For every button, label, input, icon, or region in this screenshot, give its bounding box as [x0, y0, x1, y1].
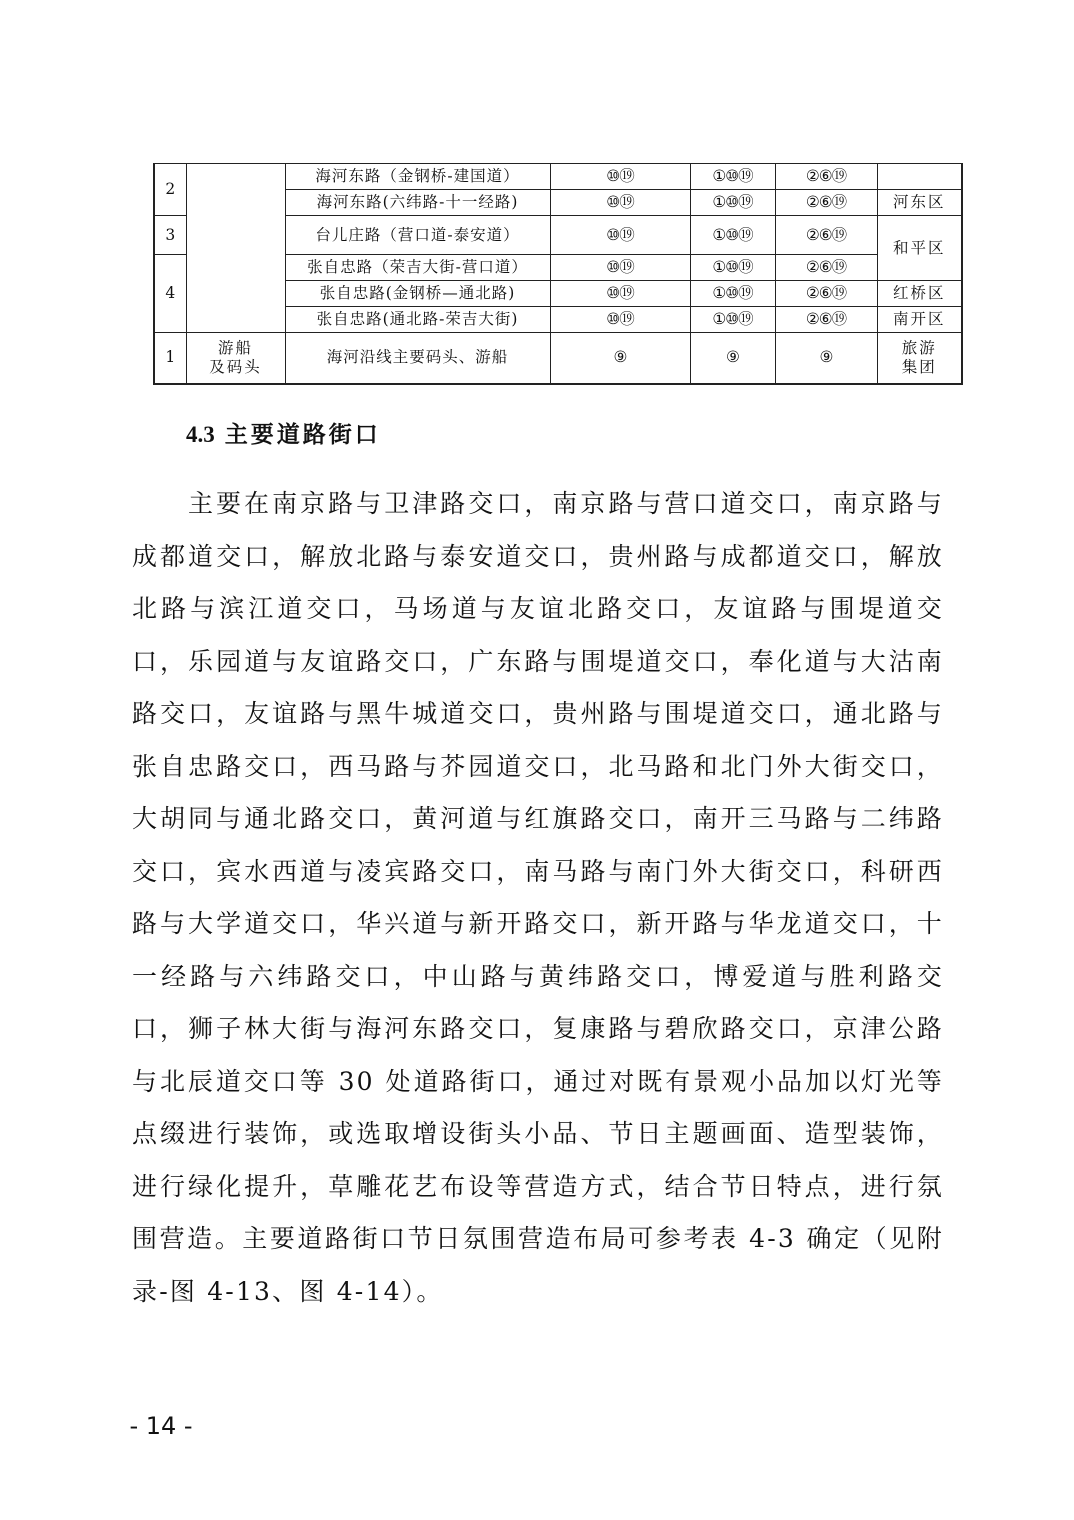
section-title: 主要道路街口: [224, 421, 381, 448]
category-label: 及码头: [209, 357, 262, 376]
row-number: 3: [154, 216, 186, 255]
code-cell: ⑩⑲: [550, 164, 690, 190]
road-name: 张自忠路(通北路-荣吉大街): [285, 307, 550, 333]
code-cell: ②⑥⑲: [775, 307, 877, 333]
table-row: [154, 164, 962, 190]
department-cell: 红桥区: [877, 281, 962, 307]
department-cell: [877, 333, 962, 384]
code-cell: ⑨: [550, 333, 690, 384]
code-cell: ⑩⑲: [550, 216, 690, 255]
code-cell: ①⑩⑲: [690, 255, 775, 281]
row-number: 2: [154, 164, 186, 216]
code-cell: ⑩⑲: [550, 281, 690, 307]
code-cell: ②⑥⑲: [775, 164, 877, 190]
road-name: 海河沿线主要码头、游船: [285, 333, 550, 384]
code-cell: ⑩⑲: [550, 307, 690, 333]
road-name: 台儿庄路（营口道-泰安道）: [285, 216, 550, 255]
table-row: [154, 333, 962, 384]
code-cell: ②⑥⑲: [775, 216, 877, 255]
category-cell: [186, 333, 285, 384]
code-cell: ①⑩⑲: [690, 281, 775, 307]
code-cell: ②⑥⑲: [775, 255, 877, 281]
code-cell: ①⑩⑲: [690, 216, 775, 255]
department-label: 旅游: [901, 338, 937, 357]
body-paragraph: 主要在南京路与卫津路交口，南京路与营口道交口，南京路与成都道交口，解放北路与泰安道交口，贵州路与成都道交口，解放北路与滨江道交口，马场道与友谊北路交口，友谊路与围堤道交口，乐园道与友谊路交口，广东路与围堤道交口，奉化道与大沽南路交口，友谊路与黑牛城道交口，贵州路与围堤道交口，通北路与张自忠路交口，西马路与芥园道交口，北马路和北门外大街交口，大胡同与通北路交口，黄河道与红旗路交口，南开三马路与二纬路交口，宾水西道与凌宾路交口，南马路与南门外大街交口，科研西路与大学道交口，华兴道与新开路交口，新开路与华龙道交口，十一经路与六纬路交口，中山路与黄纬路交口，博爱道与胜利路交口，狮子林大街与海河东路交口，复康路与碧欣路交口，京津公路与北辰道交口等 30 处道路街口，通过对既有景观小品加以灯光等点缀进行装饰，或选取增设街头小品、节日主题画面、造型装饰，进行绿化提升，草雕花艺布设等营造方式，结合节日特点，进行氛围营造。主要道路街口节日氛围营造布局可参考表 4-3 确定（见附录-图 4-13、图 4-14）。: [132, 489, 944, 1306]
department-cell: 南开区: [877, 307, 962, 333]
code-cell: ①⑩⑲: [690, 164, 775, 190]
road-name: 海河东路(六纬路-十一经路): [285, 190, 550, 216]
department-cell: 河东区: [877, 190, 962, 216]
code-cell: ②⑥⑲: [775, 281, 877, 307]
code-cell: ⑨: [775, 333, 877, 384]
category-cell: [186, 164, 285, 333]
code-cell: ①⑩⑲: [690, 190, 775, 216]
row-number: 4: [154, 255, 186, 333]
code-cell: ⑩⑲: [550, 255, 690, 281]
department-label: 集团: [901, 357, 937, 376]
code-cell: ⑩⑲: [550, 190, 690, 216]
code-cell: ①⑩⑲: [690, 307, 775, 333]
road-name: 张自忠路(金钢桥—通北路): [285, 281, 550, 307]
layout-table: [153, 163, 963, 385]
road-name: 张自忠路（荣吉大街-营口道）: [285, 255, 550, 281]
section-heading: [186, 416, 381, 449]
category-label: 游船: [217, 338, 253, 357]
code-cell: ②⑥⑲: [775, 190, 877, 216]
row-number: 1: [154, 333, 186, 384]
department-cell: [877, 164, 962, 190]
page-number: - 14 -: [129, 1412, 193, 1440]
department-cell: 和平区: [877, 216, 962, 281]
code-cell: ⑨: [690, 333, 775, 384]
road-name: 海河东路（金钢桥-建国道）: [285, 164, 550, 190]
section-number: 4.3: [186, 422, 215, 447]
